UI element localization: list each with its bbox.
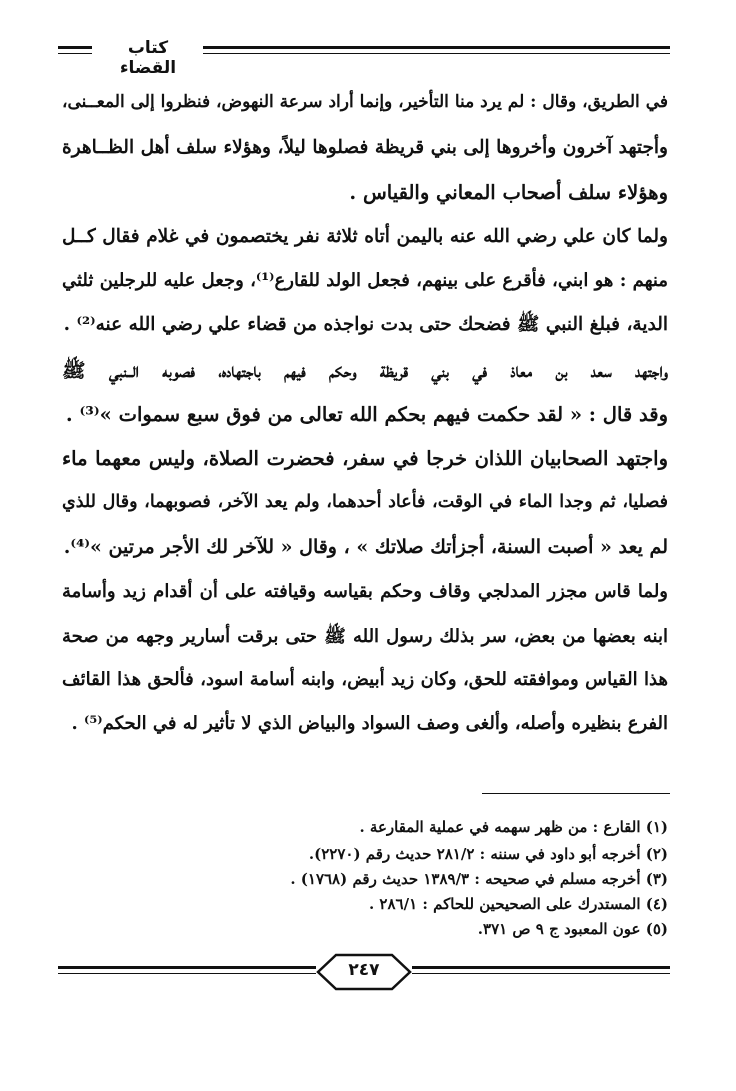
text-line: هذا القياس وموافقته للحق، وكان زيد أبيض، وابنه أسامة اسود، فألحق هذا القائف xyxy=(62,669,668,690)
text-line: ولما كان علي رضي الله عنه باليمن أتاه ثلاثة نفر يختصمون في غلام فقال كــل xyxy=(62,226,668,247)
footer-rule-right xyxy=(412,966,670,969)
text-line: واجتهد الصحابيان اللذان خرجا في سفر، فحضرت الصلاة، وليس معهما ماء xyxy=(62,447,668,470)
running-title: كتاب القضاء xyxy=(119,38,177,78)
text-line: وأجتهد آخرون وأخروها إلى بني قريظة فصلوها ليلاً، وهؤلاء سلف أهل الظــاهرة xyxy=(62,137,668,158)
text-line: في الطريق، وقال : لم يرد منا التأخير، وإنما أراد سرعة النهوض، فنظروا إلى المعــنى، xyxy=(62,92,668,112)
text-line: وهؤلاء سلف أصحاب المعاني والقياس . xyxy=(349,181,668,204)
text-line: فصليا، ثم وجدا الماء في الوقت، فأعاد أحدهما، ولم يعد الآخر، فصوبهما، وقال للذي xyxy=(62,492,668,512)
footnote: (٤) المستدرك على الصحيحين للحاكم : ٢٨٦/١ . xyxy=(368,895,668,913)
text-line: الدية، فبلغ النبي ﷺ فضحك حتى بدت نواجذه من قضاء علي رضي الله عنه⁽²⁾ . xyxy=(63,314,668,335)
text-line: الفرع بنظيره وأصله، وألغى وصف السواد والبياض الذي لا تأثير له في الحكم⁽⁵⁾ . xyxy=(71,713,668,734)
footer-rule-left xyxy=(58,966,316,969)
text-line: ولما قاس مجزر المدلجي وقاف وحكم بقياسه وقيافته على أن أقدام زيد وأسامة xyxy=(62,581,668,602)
footer-rule-left-thin xyxy=(58,973,316,974)
page-number: ٢٤٧ xyxy=(348,960,380,980)
footer-rule-right-thin xyxy=(412,973,670,974)
main-text xyxy=(62,0,668,734)
footnote-rule xyxy=(482,793,670,794)
footnote: (١) القارع : من ظهر سهمه في عملية المقارعة . xyxy=(359,818,668,836)
text-line: ابنه بعضها من بعض، سر بذلك رسول الله ﷺ حتى برقت أسارير وجهه من صحة xyxy=(62,626,668,647)
footnote: (٥) عون المعبود ج ٩ ص ٣٧١. xyxy=(477,920,668,938)
footnote: (٣) أخرجه مسلم في صحيحه : ١٣٨٩/٣ حديث رقم (١٧٦٨) . xyxy=(290,870,668,888)
footnote: (٢) أخرجه أبو داود في سننه : ٢٨١/٢ حديث رقم (٢٢٧٠). xyxy=(308,845,668,863)
text-line: واجتهد سعد بن معاذ في بني قريظة وحكم فيهم باجتهاده، فصوبه الــنبي ﷺ xyxy=(62,359,668,382)
text-line: منهم : هو ابني، فأقرع على بينهم، فجعل الولد للقارع⁽¹⁾، وجعل عليه للرجلين ثلثي xyxy=(62,270,668,291)
text-line: وقد قال : « لقد حكمت فيهم بحكم الله تعالى من فوق سبع سموات »⁽³⁾ . xyxy=(65,403,668,426)
text-line: لم يعد « أصبت السنة، أجزأتك صلاتك » ، وقال « للآخر لك الأجر مرتين »⁽⁴⁾. xyxy=(63,536,668,558)
